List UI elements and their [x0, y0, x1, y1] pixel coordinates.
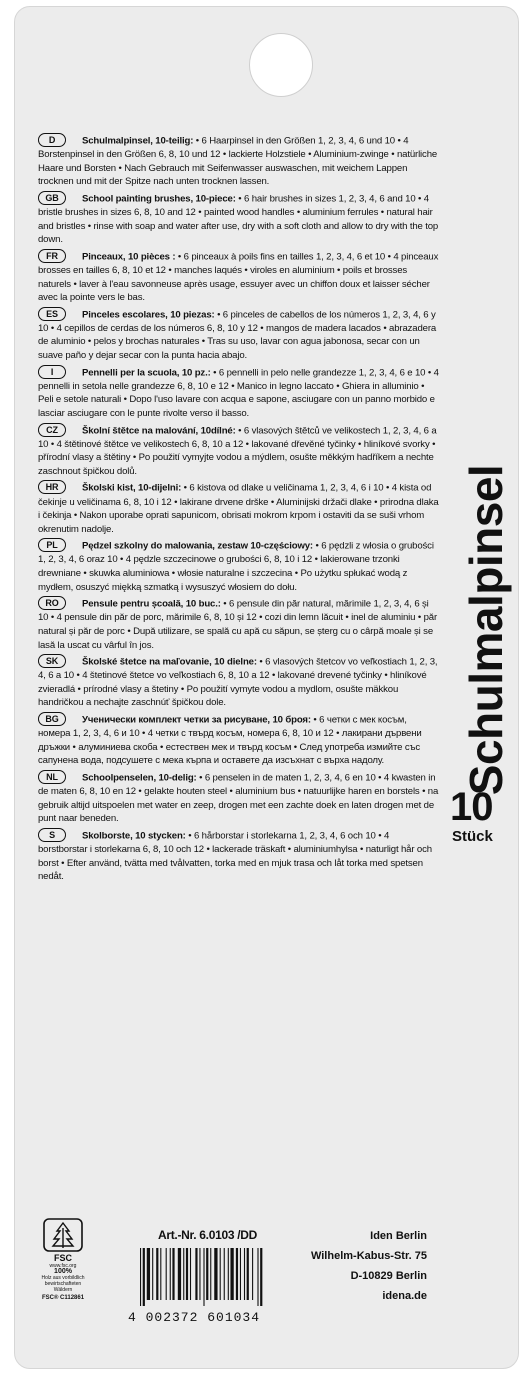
language-code-badge: S [38, 828, 66, 842]
language-block [38, 250, 440, 305]
language-block [38, 655, 440, 710]
language-block [38, 424, 440, 479]
block-title: Pędzel szkolny do malowania, zestaw 10-częściowy: [82, 540, 313, 552]
language-block [38, 829, 440, 884]
block-title: Pensule pentru școală, 10 buc.: [82, 598, 221, 610]
block-title: Školski kist, 10-dijelni: [82, 482, 182, 494]
language-block [38, 366, 440, 421]
fsc-code: FSC® C112861 [41, 1295, 85, 1301]
language-code-badge: NL [38, 770, 66, 784]
barcode-bar [156, 1248, 158, 1300]
language-code-badge: ES [38, 307, 66, 321]
company-city: D-10829 Berlin [350, 1270, 427, 1282]
barcode-bar [199, 1248, 200, 1300]
block-title: Školní štětce na malování, 10dílné: [82, 425, 236, 437]
barcode-bar [143, 1248, 145, 1306]
block-body: • 6 hårborstar i storlekarna 1, 2, 3, 4, 6 och 10 • 4 borstborstar i storlekarna 6, 8, 10 och 12 • lackerade träskaft • aluminiumhylsa • naturligt hår och borst • Efter använd, tvätta med tvålvatten, torka med en mjuk trasa och låt torka med spetsen nedåt. [38, 830, 432, 883]
language-code-badge: CZ [38, 423, 66, 437]
block-title: Školské štetce na maľovanie, 10 dielne: [82, 656, 257, 668]
fsc-site: www.fsc.org [49, 1263, 77, 1269]
barcode-bar [178, 1248, 181, 1300]
language-code-badge: SK [38, 654, 66, 668]
barcode-bar [230, 1248, 233, 1300]
fsc-logo [36, 1218, 90, 1301]
language-code-badge: I [38, 365, 66, 379]
language-block [38, 713, 440, 768]
language-code-badge: FR [38, 249, 66, 263]
language-code-badge: HR [38, 480, 66, 494]
barcode-bar [240, 1248, 241, 1300]
company-address [311, 1226, 427, 1306]
language-block [38, 134, 440, 189]
block-body: • 6 pinceles de cabellos de los números 1, 2, 3, 4, 6 y 10 • 4 cepillos de cerdas de los números 6, 8, 10 y 12 • mangos de madera lacados • abrazadera de aluminio • pelos y brochas naturales • Tras su uso, lavar con agua jabonosa, secar con un suave paño y dejar secar con la punta hacia abajo. [38, 309, 437, 362]
barcode-bar [214, 1248, 217, 1300]
block-body: • 6 vlasových štetcov vo veľkostiach 1, 2, 3, 4, 6 a 10 • 4 štetinové štetce vo veľkostiach 6, 8, 10 a 12 • lakované drevené tyčinky • hliníkové zvieradlá • prírodné vlasy a štetiny • Po použití vymyte vodou a mydlom, osušte mäkkou handričkou a nechajte zaschnúť špičkou dole. [38, 656, 438, 709]
barcode-bar [206, 1248, 208, 1300]
company-web: idena.de [382, 1290, 427, 1302]
barcode-bar [160, 1248, 161, 1300]
company-street: Wilhelm-Kabus-Str. 75 [310, 1250, 427, 1262]
barcode-bar [210, 1248, 211, 1300]
language-block [38, 539, 440, 594]
barcode-bar [247, 1248, 249, 1300]
language-block [38, 481, 440, 536]
barcode-bar [228, 1248, 229, 1300]
barcode-bar [220, 1248, 221, 1300]
block-body: • 6 kistova od dlake u veličinama 1, 2, 3, 4, 6 i 10 • 4 kista od čekinje u veličinama 6, 8, 10 i 12 • lakirane drvene drške • Aluminijski držači dlake • prirodna dlaka i čekinja • Nakon uporabe oprati sapunicom, obrisati mokrom krpom i ostaviti da se suši vrhom okrenutim nadolje. [38, 482, 439, 535]
article-number: Art.-Nr. 6.0103 /DD [158, 1228, 258, 1242]
block-body: • 6 pinceaux à poils fins en tailles 1, 2, 3, 4, 6 et 10 • 4 pinceaux brosses en tailles 6, 8, 10 et 12 • manches laqués • viroles en aluminium • poils et brosses naturels • laver à l'eau savonneuse après usage, essuyer avec un chiffon doux et laisser sécher avec la pointe vers le bas. [38, 251, 439, 304]
language-code-badge: GB [38, 191, 66, 205]
block-title: School painting brushes, 10-piece: [82, 193, 236, 205]
language-block [38, 771, 440, 826]
side-label [440, 420, 530, 840]
barcode-bar [183, 1248, 184, 1300]
block-body: • 6 penselen in de maten 1, 2, 3, 4, 6 en 10 • 4 kwasten in de maten 6, 8, 10 en 12 • gelakte houten steel • aluminium bus • natuurlijke haren en borstels • na gebruik altijd uitspoelen met water en zeep, drogen met een zachte doek en laten drogen met de punt naar beneden. [38, 772, 439, 825]
barcode-bar [147, 1248, 150, 1300]
language-code-badge: RO [38, 596, 66, 610]
language-code-badge: BG [38, 712, 66, 726]
barcode-bar [152, 1248, 153, 1300]
barcode-bar [224, 1248, 225, 1300]
barcode-bar [203, 1248, 204, 1306]
language-code-badge: PL [38, 538, 66, 552]
barcode-bar [140, 1248, 141, 1306]
barcode-bar [172, 1248, 174, 1300]
block-title: Schoolpenselen, 10-delig: [82, 772, 197, 784]
instructions-text [38, 134, 440, 887]
barcode-bar [252, 1248, 253, 1300]
barcode-bar [257, 1248, 258, 1306]
language-block [38, 192, 440, 247]
barcode [138, 1248, 310, 1306]
fsc-tree-icon [43, 1218, 83, 1252]
block-body: • 6 четки с мек косъм, номера 1, 2, 3, 4, 6 и 10 • 4 четки с твърд косъм, номера 6, 8, 10 и 12 • лакирани дървени дръжки • алуминиева скоба • естествен мек и твърд косъм • След употреба измийте със сапунена вода, подсушете с мека кърпа и оставете да изсъхнат с върха надолу. [38, 714, 422, 767]
block-body: • 6 vlasových štětců ve velikostech 1, 2, 3, 4, 6 a 10 • 4 štětinové štětce ve velikostech 6, 8, 10 a 12 • lakované dřevěné tyčinky • hliníkové svorky • přírodní vlasy a štětiny • Po použití vymyjte vodou a mýdlem, osušte měkkým hadříkem a nechte zaschnout špičkou dolů. [38, 425, 437, 477]
block-title: Schulmalpinsel, 10-teilig: [82, 135, 194, 147]
barcode-bar [190, 1248, 191, 1300]
barcode-bar [166, 1248, 167, 1300]
fsc-note: Holz aus vorbildlich bewirtschafteten Wäldern [41, 1275, 85, 1293]
language-code-badge: D [38, 133, 66, 147]
language-block [38, 308, 440, 363]
block-body: • 6 Haarpinsel in den Größen 1, 2, 3, 4, 6 und 10 • 4 Borstenpinsel in den Größen 6, 8, 10 und 12 • lackierte Holzstiele • Aluminium-zwinge • natürliche Haare und Borsten • Nach Gebrauch mit Seifenwasser auswaschen, mit weichem Lappen trocknen und mit der Spitze nach unten trocknen lassen. [38, 135, 438, 188]
fsc-percent: 100% [54, 1268, 72, 1275]
block-title: Pennelli per la scuola, 10 pz.: [82, 367, 211, 379]
block-title: Pinceaux, 10 pièces : [82, 251, 176, 263]
block-body: • 6 pensule din păr natural, mărimile 1, 2, 3, 4, 6 și 10 • 4 pensule din păr de porc, mărimile 6, 8, 10 și 12 • cozi din lemn lăcuit • inel de aluminiu • păr natural și păr de porc • După utilizare, se spală cu apă cu săpun, se șterg cu o cârpă moale și se lasă la uscat cu vârful în jos. [38, 598, 438, 651]
company-name: Iden Berlin [370, 1230, 427, 1242]
piece-count: 10 [450, 785, 493, 829]
barcode-bar [170, 1248, 171, 1300]
block-title: Skolborste, 10 stycken: [82, 830, 186, 842]
barcode-bar [195, 1248, 197, 1300]
barcode-bar [236, 1248, 238, 1300]
block-body: • 6 pędzli z włosia o grubości 1, 2, 3, 4, 6 oraz 10 • 4 pędzle szczecinowe o grubości 6, 8, 10 i 12 • lakierowane trzonki drewniane • skuwka aluminiowa • włosie naturalne i szczecina • Po użytku spłukać wodą z mydłem, osuszyć miękką szmatką i wysuszyć włosiem do dołu. [38, 540, 434, 593]
block-title: Pinceles escolares, 10 piezas: [82, 309, 215, 321]
block-body: • 6 hair brushes in sizes 1, 2, 3, 4, 6 and 10 • 4 bristle brushes in sizes 6, 8, 10 and 12 • painted wood handles • aluminium ferrules • natural hair and bristles • rinse with soap and water after use, dry with a soft cloth and allow to dry with the top down. [38, 193, 439, 246]
block-body: • 6 pennelli in pelo nelle grandezze 1, 2, 3, 4, 6 e 10 • 4 pennelli in setola nelle grandezze 6, 8, 10 e 12 • Manico in legno laccato • Ghiera in alluminio • Peli e setole naturali • Dopo l'uso lavare con acqua e sapone, asciugare con un panno morbido e lasciar asciugare con le punte rivolte verso il basso. [38, 367, 439, 419]
barcode-bar [260, 1248, 262, 1306]
fsc-label: FSC [54, 1253, 72, 1263]
product-name: Schulmalpinsel [460, 464, 512, 796]
barcode-bar [186, 1248, 188, 1300]
hang-hole [249, 33, 313, 97]
ean-digits: 4 002372 601034 [128, 1310, 261, 1325]
language-block [38, 597, 440, 652]
barcode-bar [244, 1248, 245, 1300]
piece-unit: Stück [452, 828, 493, 845]
block-title: Ученически комплект четки за рисуване, 10 броя: [82, 714, 311, 726]
